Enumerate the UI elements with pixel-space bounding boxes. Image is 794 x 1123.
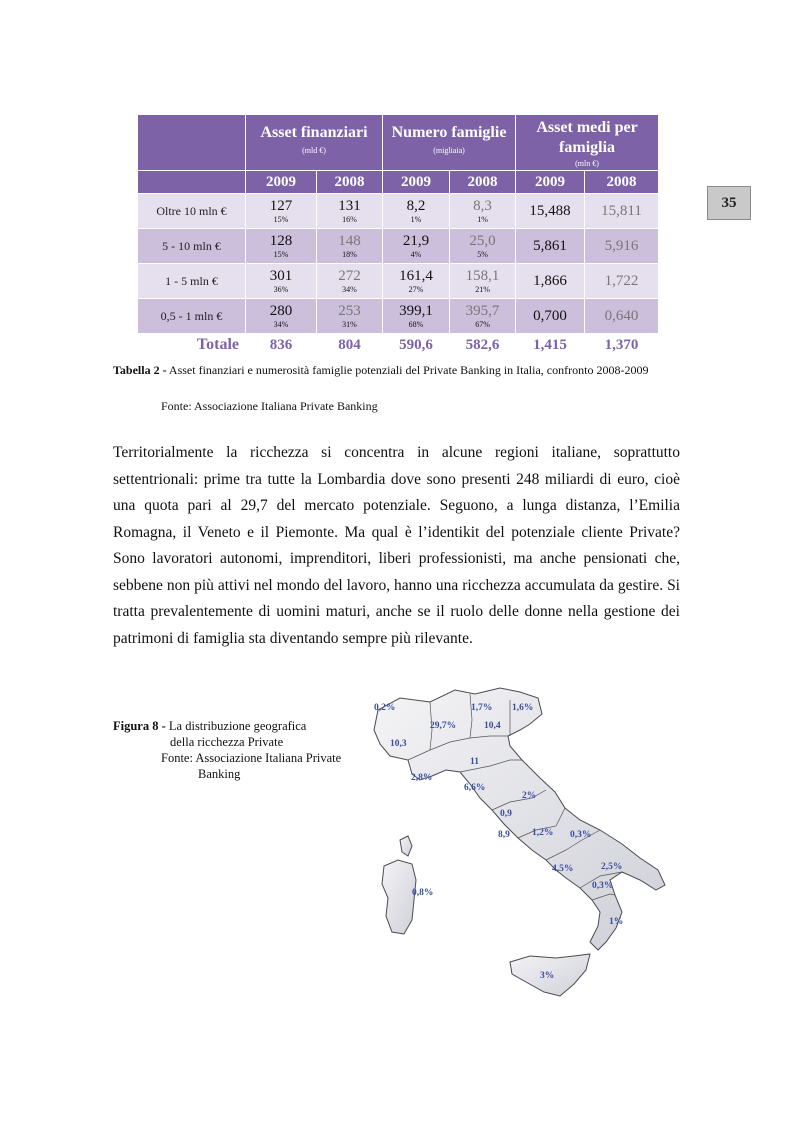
- row-label: 1 - 5 mln €: [138, 264, 246, 299]
- cell-percent: 34%: [342, 284, 357, 294]
- total-value: 1,415: [516, 334, 585, 357]
- caption-text: Asset finanziari e numerosità famiglie potenziali del Private Banking in Italia, confronto 2008-2009: [168, 363, 649, 377]
- label-valle-aosta: 0,2%: [374, 703, 396, 713]
- page-number-badge: 35: [707, 186, 751, 220]
- header-title: Asset finanziari: [260, 124, 368, 141]
- cell-percent: 5%: [477, 249, 488, 259]
- cell-value: 148: [338, 232, 361, 249]
- cell-value: 1,866: [516, 264, 585, 299]
- cell-percent: 67%: [475, 319, 490, 329]
- figure-line: della ricchezza Private: [170, 735, 284, 749]
- cell: [317, 264, 383, 299]
- year-cell: 2009: [516, 171, 585, 194]
- cell: [246, 229, 317, 264]
- cell-value: 395,7: [465, 302, 500, 319]
- table-source: Fonte: Associazione Italiana Private Banking: [161, 399, 378, 413]
- cell-value: 25,0: [469, 232, 496, 249]
- italy-map: [360, 680, 680, 1010]
- cell-percent: 1%: [410, 214, 422, 224]
- figure-source: Banking: [198, 767, 241, 781]
- cell: [383, 299, 450, 334]
- header-asset-finanziari: [246, 115, 383, 171]
- cell-value: 0,700: [516, 299, 585, 334]
- total-label: Totale: [138, 334, 246, 357]
- table-corner: [138, 115, 246, 171]
- table-row: [138, 299, 659, 334]
- cell: [450, 194, 516, 229]
- italy-mainland: [374, 688, 665, 996]
- label-friuli: 1,6%: [512, 703, 534, 713]
- row-label: 5 - 10 mln €: [138, 229, 246, 264]
- cell-value: 253: [338, 302, 361, 319]
- cell: [383, 229, 450, 264]
- island-shape: [400, 836, 412, 856]
- table-total-row: [138, 334, 659, 357]
- table-caption: [113, 362, 680, 378]
- label-calabria: 1%: [609, 917, 624, 927]
- cell-value: 158,1: [465, 267, 500, 284]
- figure-line: La distribuzione geografica: [168, 719, 307, 733]
- cell-percent: 4%: [410, 249, 422, 259]
- cell: [383, 194, 450, 229]
- cell-value: 161,4: [399, 267, 433, 284]
- table-row: [138, 264, 659, 299]
- label-basilicata: 0,3%: [592, 881, 614, 891]
- cell-value: 131: [338, 197, 361, 214]
- italy-map-svg: [360, 680, 680, 1010]
- cell-value: 128: [269, 232, 293, 249]
- cell-value: 5,861: [516, 229, 585, 264]
- table-year-row: [138, 171, 659, 194]
- cell: [450, 229, 516, 264]
- cell: [317, 194, 383, 229]
- cell-percent: 36%: [273, 284, 289, 294]
- row-label: Oltre 10 mln €: [138, 194, 246, 229]
- header-unit: (mln €): [575, 159, 599, 168]
- figure-caption: [113, 718, 363, 782]
- cell-percent: 31%: [342, 319, 357, 329]
- cell-value: 280: [269, 302, 293, 319]
- cell-value: 8,2: [406, 197, 426, 214]
- cell-value: 15,488: [516, 194, 585, 229]
- header-title-line1: Asset medi per: [536, 119, 638, 136]
- sardegna-shape: [382, 860, 416, 934]
- cell: [383, 264, 450, 299]
- header-title: Numero famiglie: [391, 124, 507, 141]
- cell: [246, 194, 317, 229]
- cell-value: 0,640: [585, 299, 659, 334]
- label-campania: 4,5%: [552, 864, 574, 874]
- table-row: [138, 229, 659, 264]
- header-unit: (mld €): [302, 146, 326, 155]
- wealth-table: [137, 114, 659, 357]
- year-cell: 2009: [383, 171, 450, 194]
- cell: [317, 229, 383, 264]
- total-value: 836: [246, 334, 317, 357]
- year-cell: 2009: [246, 171, 317, 194]
- cell-percent: 15%: [273, 214, 289, 224]
- cell-value: 399,1: [399, 302, 433, 319]
- cell: [450, 264, 516, 299]
- year-corner: [138, 171, 246, 194]
- label-trentino: 1,7%: [471, 703, 493, 713]
- cell-value: 5,916: [585, 229, 659, 264]
- header-asset-medi: [516, 115, 659, 171]
- cell: [317, 299, 383, 334]
- cell-value: 127: [269, 197, 293, 214]
- label-veneto: 10,4: [484, 721, 501, 731]
- caption-label: Tabella 2 -: [113, 363, 167, 377]
- cell-percent: 18%: [342, 249, 357, 259]
- label-liguria: 2,8%: [411, 773, 433, 783]
- label-piemonte: 10,3: [390, 739, 407, 749]
- table-row: [138, 194, 659, 229]
- cell-percent: 27%: [408, 284, 424, 294]
- header-numero-famiglie: [383, 115, 516, 171]
- label-sardegna: 0,8%: [412, 888, 434, 898]
- header-unit: (migliaia): [433, 146, 465, 155]
- figure-label: Figura 8 -: [113, 719, 166, 733]
- cell-percent: 16%: [342, 214, 357, 224]
- year-cell: 2008: [450, 171, 516, 194]
- cell: [450, 299, 516, 334]
- cell-percent: 34%: [273, 319, 289, 329]
- total-value: 590,6: [383, 334, 450, 357]
- year-cell: 2008: [317, 171, 383, 194]
- table-header-row: [138, 115, 659, 171]
- total-value: 804: [317, 334, 383, 357]
- label-emilia: 11: [470, 757, 479, 767]
- cell-value: 301: [269, 267, 293, 284]
- cell-percent: 21%: [475, 284, 490, 294]
- cell-value: 21,9: [402, 232, 430, 249]
- total-value: 1,370: [585, 334, 659, 357]
- cell-value: 272: [338, 267, 361, 284]
- cell: [246, 264, 317, 299]
- header-title-line2: famiglia: [559, 139, 616, 156]
- figure-source: Fonte: Associazione Italiana Private: [161, 751, 342, 765]
- label-marche: 2%: [522, 791, 537, 801]
- cell: [246, 299, 317, 334]
- cell-percent: 1%: [477, 214, 488, 224]
- cell-value: 15,811: [585, 194, 659, 229]
- label-umbria: 0,9: [500, 809, 512, 819]
- body-paragraph: Territorialmente la ricchezza si concentra in alcune regioni italiane, soprattutto settentrionali: prime tra tutte la Lombardia dove sono presenti 248 miliardi di euro, cioè una quota pari al 29,7 del mercato potenziale. Seguono, a lunga distanza, l’Emilia Romagna, il Veneto e il Piemonte. Ma qual è l’identikit del potenziale cliente Private? Sono lavoratori autonomi, imprenditori, liberi professionisti, ma anche pensionati che, sebbene non più attivi nel mondo del lavoro, hanno una ricchezza accumulata da gestire. Si tratta prevalentemente di uomini maturi, anche se il ruolo delle donne nella gestione dei patrimoni di famiglia sta diventando sempre più rilevante.: [113, 444, 680, 647]
- cell-value: 1,722: [585, 264, 659, 299]
- label-lazio: 8,9: [498, 830, 510, 840]
- label-molise: 0,3%: [570, 830, 592, 840]
- cell-percent: 15%: [273, 249, 289, 259]
- total-value: 582,6: [450, 334, 516, 357]
- label-sicilia: 3%: [540, 971, 555, 981]
- cell-percent: 68%: [408, 319, 424, 329]
- label-toscana: 6,6%: [464, 783, 486, 793]
- label-abruzzo: 1,2%: [532, 828, 554, 838]
- year-cell: 2008: [585, 171, 659, 194]
- row-label: 0,5 - 1 mln €: [138, 299, 246, 334]
- cell-value: 8,3: [473, 197, 492, 214]
- label-lombardia: 29,7%: [430, 721, 457, 731]
- label-puglia: 2,5%: [601, 862, 623, 872]
